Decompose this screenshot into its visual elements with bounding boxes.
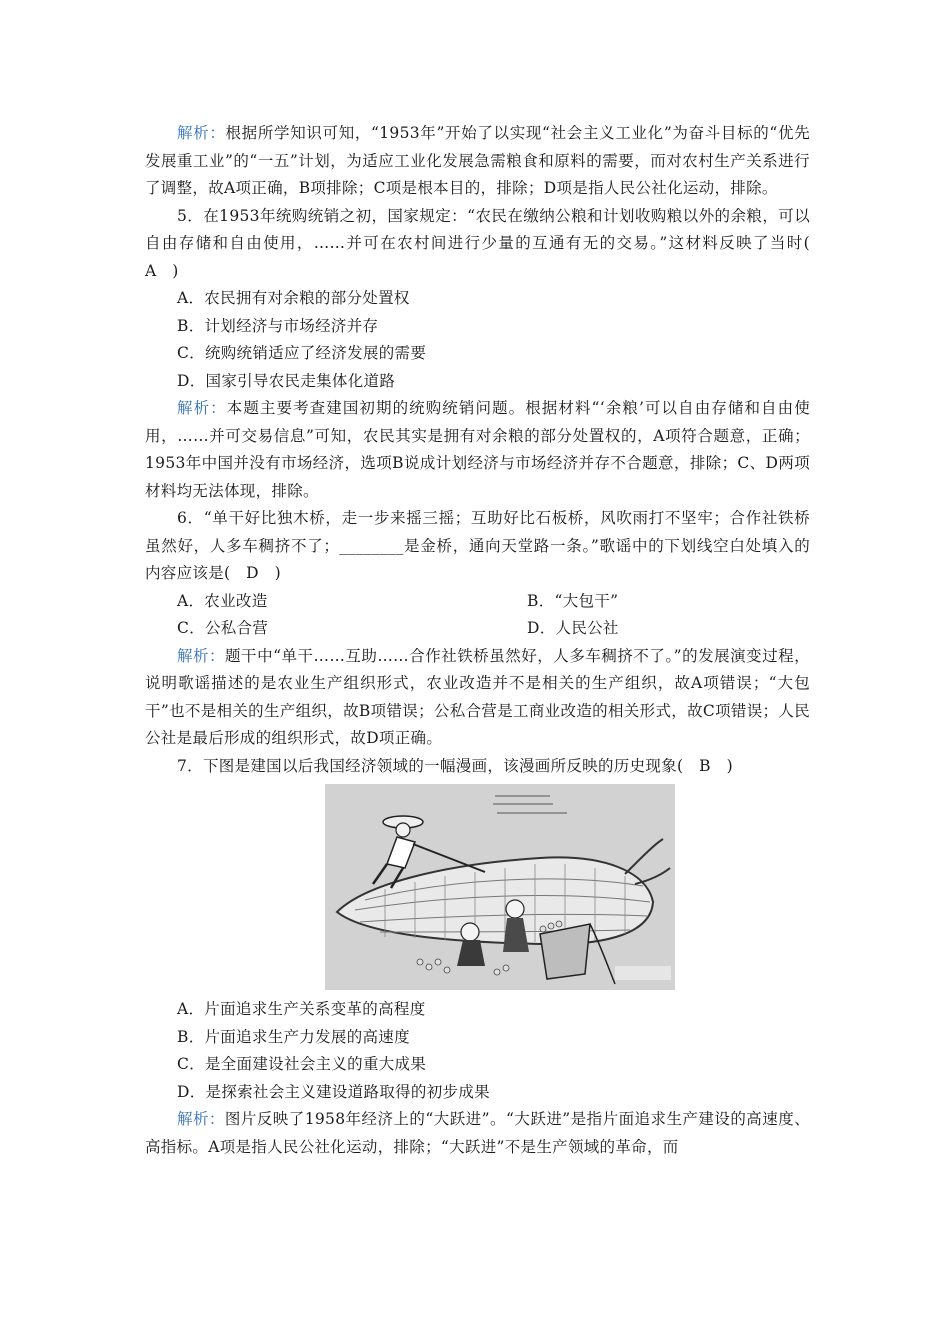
q4-analysis [145,120,810,203]
analysis-label: 解析： [177,124,226,142]
q6-option-b: B．“大包干” [527,591,619,610]
q7-option-d: D．是探索社会主义建设道路取得的初步成果 [177,1082,490,1101]
q7-stem: 7．下图是建国以后我国经济领域的一幅漫画，该漫画所反映的历史现象( B ) [177,756,733,775]
q6-option-a: A．农业改造 [177,591,268,610]
q6-option-d: D．人民公社 [527,619,619,637]
q7-analysis [145,1106,810,1161]
q6-options-row-1 [145,588,810,616]
q6-options-row-2 [145,615,810,643]
analysis-text: 根据所学知识可知，“1953年”开始了以实现“社会主义工业化”为奋斗目标的“优先发展重工业”的“一五”计划，为适应工业化发展急需粮食和原料的需要，而对农村生产关系进行了调整，故A项正确，B项排除；C项是根本目的，排除；D项是指人民公社化运动，排除。 [145,124,810,197]
q6-analysis [145,643,810,753]
q5-option-b: B．计划经济与市场经济并存 [177,316,379,335]
analysis-text: 本题主要考查建国初期的统购统销问题。根据材料“‘余粮’可以自由存储和自由使用，……并可交易信息”可知，农民其实是拥有对余粮的部分处置权的，A项符合题意，正确；1953年中国并没有市场经济，选项B说成计划经济与市场经济并存不合题意，排除；C、D两项材料均无法体现，排除。 [145,399,810,500]
corn-cartoon-image [325,784,675,990]
page-content [145,120,826,1161]
cartoon-drawing [325,784,675,990]
analysis-label: 解析： [177,646,226,665]
analysis-label: 解析： [177,1110,225,1128]
analysis-label: 解析： [177,399,227,417]
q5-analysis [145,395,810,505]
q5-option-c: C．统购统销适应了经济发展的需要 [177,344,427,362]
q7-option-c: C．是全面建设社会主义的重大成果 [177,1055,427,1073]
analysis-text: 图片反映了1958年经济上的“大跃进”。“大跃进”是指片面追求生产建设的高速度、高指标。A项是指人民公社化运动，排除；“大跃进”不是生产领域的革命，而 [145,1110,810,1156]
q7-option-b: B．片面追求生产力发展的高速度 [177,1027,410,1046]
q5-stem: 5．在1953年统购统销之初，国家规定：“农民在缴纳公粮和计划收购粮以外的余粮，可以自由存储和自由使用，……并可在农村间进行少量的互通有无的交易。”这材料反映了当时( A ) [145,206,826,280]
analysis-text: 题干中“单干……互助……合作社铁桥虽然好，人多车稠挤不了。”的发展演变过程，说明歌谣描述的是农业生产组织形式，农业改造并不是相关的生产组织，故A项错误；“大包干”也不是相关的生产组织，故B项错误；公私合营是工商业改造的相关形式，故C项错误；人民公社是最后形成的组织形式，故D项正确。 [145,646,810,747]
q5-option-d: D．国家引导农民走集体化道路 [177,371,396,390]
q7-option-a: A．片面追求生产关系变革的高程度 [177,1000,426,1018]
q5-option-a: A．农民拥有对余粮的部分处置权 [177,289,410,307]
q6-stem: 6．“单干好比独木桥，走一步来摇三摇；互助好比石板桥，风吹雨打不坚牢；合作社铁桥虽然好，人多车稠挤不了；________是金桥，通向天堂路一条。”歌谣中的下划线空白处填入的内容应该是( D ) [145,509,810,582]
q6-option-c: C．公私合营 [177,619,269,637]
